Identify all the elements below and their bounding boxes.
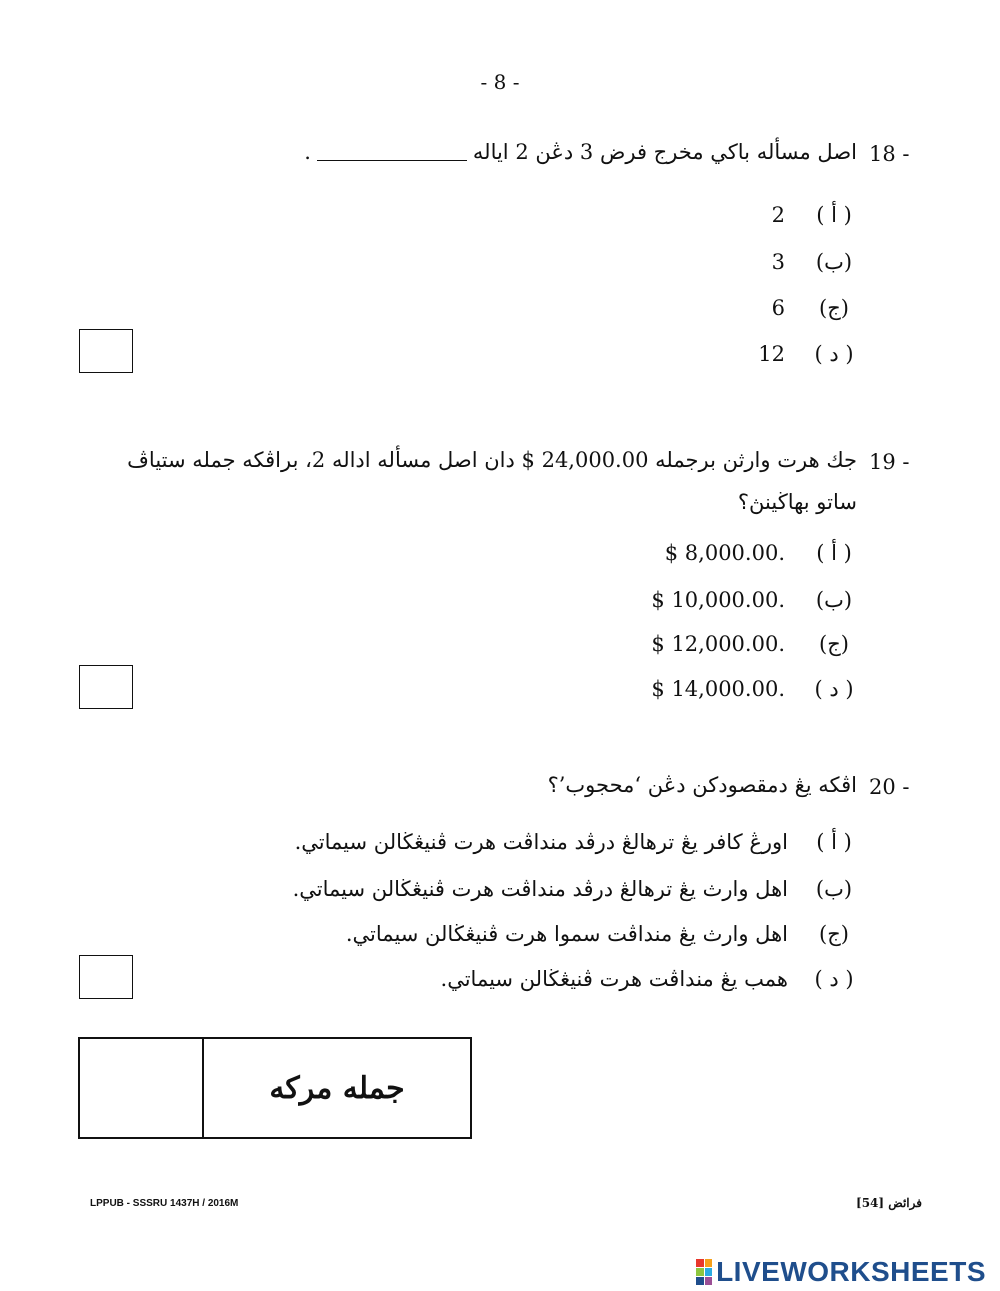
option-c-mark: (ج) <box>819 922 849 946</box>
option-a-value: $ 8,000.00. <box>664 541 785 565</box>
answer-box-20[interactable] <box>79 955 133 999</box>
question-19-text-line1: جك هرت وارثن برجمله 24,000.00 $ دان اصل مسأله اداله 2، براڤكه جمله ستياڤ <box>127 448 857 472</box>
option-b-value: $ 10,000.00. <box>651 588 785 612</box>
option-a-text: اورڠ كافر يڠ ترهالڠ درڤد منداڤت هرت ڤنيڠڬالن سيماتي. <box>294 830 788 854</box>
liveworksheets-wordmark: LIVEWORKSHEETS <box>716 1256 986 1287</box>
answer-blank <box>317 160 467 161</box>
question-20-number: 20 - <box>869 775 910 799</box>
option-b-text: اهل وارث يڠ ترهالڠ درڤد منداڤت هرت ڤنيڠڬالن سيماتي. <box>292 877 788 901</box>
question-20-text: اڤكه يڠ دمقصودكن دڠن ‘محجوب’؟ <box>547 773 857 797</box>
option-c-text: اهل وارث يڠ منداڤت سموا هرت ڤنيڠڬالن سيماتي. <box>345 922 788 946</box>
liveworksheets-logo-icon <box>696 1259 712 1285</box>
option-b-value: 3 <box>771 250 785 274</box>
question-18-number: 18 - <box>869 142 910 166</box>
option-a-value: 2 <box>771 203 785 227</box>
answer-box-19[interactable] <box>79 665 133 709</box>
score-input-cell[interactable] <box>80 1039 204 1137</box>
option-c-value: $ 12,000.00. <box>651 632 785 656</box>
answer-box-18[interactable] <box>79 329 133 373</box>
option-b-mark: (ب) <box>815 588 853 612</box>
option-c-mark: (ج) <box>819 296 849 320</box>
option-d-value: 12 <box>758 342 785 366</box>
option-d-mark: ( د ) <box>814 967 854 991</box>
page-number: - 8 - <box>480 70 520 94</box>
question-19-text-line2: ساتو بهاڬينڽ؟ <box>737 490 857 514</box>
footer-code: LPPUB - SSSRU 1437H / 2016M <box>90 1198 239 1209</box>
score-label: جمله مركه <box>269 1070 405 1106</box>
liveworksheets-brand <box>696 1256 986 1288</box>
option-d-value: $ 14,000.00. <box>651 677 785 701</box>
option-c-mark: (ج) <box>819 632 849 656</box>
footer-subject: فرائض [54] <box>856 1196 922 1210</box>
option-d-mark: ( د ) <box>814 677 854 701</box>
option-a-mark: ( أ ) <box>816 203 852 227</box>
score-table <box>78 1037 472 1139</box>
option-b-mark: (ب) <box>815 250 853 274</box>
option-a-mark: ( أ ) <box>816 541 852 565</box>
option-d-mark: ( د ) <box>814 342 854 366</box>
option-a-mark: ( أ ) <box>816 830 852 854</box>
question-18-text: اصل مسأله باكي مخرج فرض 3 دڠن 2 اياله. <box>304 140 857 164</box>
question-19-number: 19 - <box>869 450 910 474</box>
option-c-value: 6 <box>771 296 785 320</box>
option-b-mark: (ب) <box>815 877 853 901</box>
option-d-text: همب يڠ منداڤت هرت ڤنيڠڬالن سيماتي. <box>440 967 788 991</box>
